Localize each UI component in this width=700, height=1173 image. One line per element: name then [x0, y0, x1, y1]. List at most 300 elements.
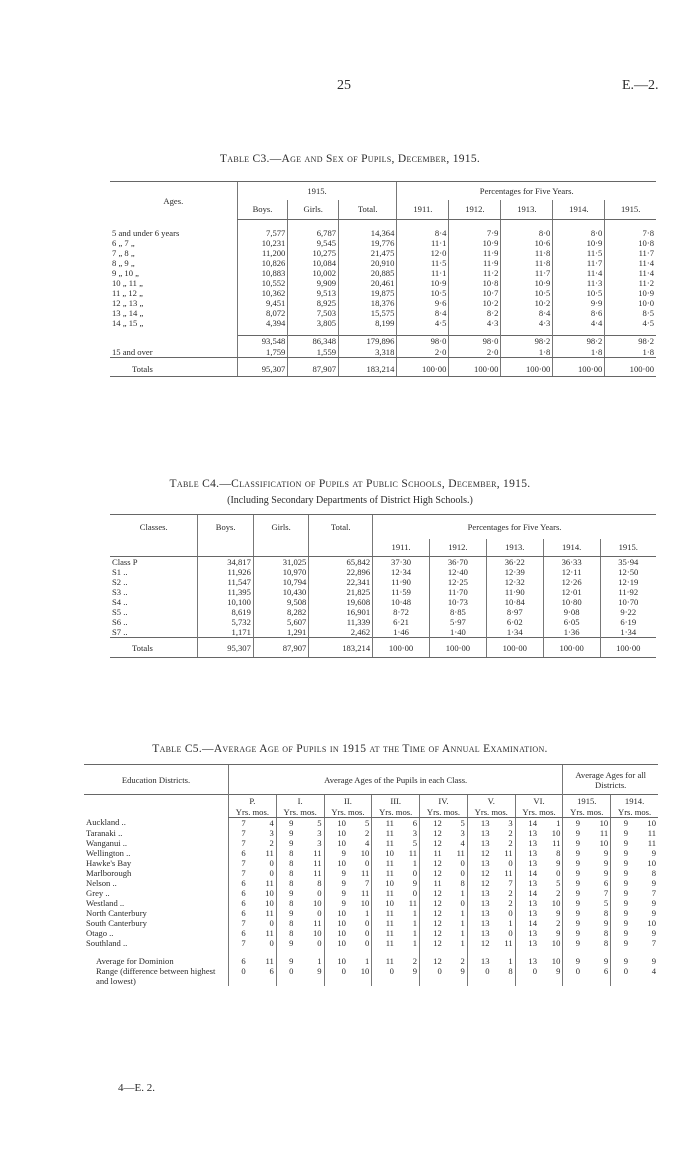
table-cell: 11,547 [198, 577, 253, 587]
table-row [110, 308, 656, 318]
table-cell: 11 [361, 867, 370, 878]
table-cell: 10·9 [605, 288, 656, 298]
table-cell: 10 [324, 918, 348, 928]
spacer-cell [372, 948, 396, 956]
table-cell: 37·30 [373, 557, 430, 568]
table-cell: 13 [467, 908, 491, 918]
table-cell: 2,462 [309, 627, 373, 638]
table-cell: 9 [603, 917, 609, 928]
table-cell: 14 [515, 918, 539, 928]
table-row [84, 848, 658, 858]
table-row [110, 567, 656, 577]
table-c4-title: Table C4.—Classification of Pupils at Public Schools, December, 1915. [169, 478, 531, 490]
table-cell: 9 [603, 857, 609, 868]
table-cell: 5 [603, 897, 609, 908]
table-cell: 12 [420, 908, 444, 918]
table-cell: 1 [412, 917, 418, 928]
row-label: Range (difference between highest and lowest) [96, 965, 216, 986]
table-cell: 11 [647, 827, 656, 838]
table-cell: 1 [460, 937, 465, 948]
table-cell: 1·8 [501, 347, 553, 358]
table-cell: 12 [420, 928, 444, 938]
table-cell: 95,307 [237, 363, 288, 377]
table-cell: 2 [556, 917, 561, 928]
table-cell: 10·80 [543, 597, 600, 607]
table-cell: 1 [412, 857, 418, 868]
table-cell: 8·85 [429, 607, 486, 617]
table-cell: 11·2 [605, 278, 656, 288]
table-cell: 15,575 [339, 308, 397, 318]
table-c4-subtitle: (Including Secondary Departments of District High Schools.) [227, 495, 473, 506]
table-cell: 7 [229, 817, 248, 828]
table-cell: 3,318 [339, 347, 397, 358]
table-cell: 9 [276, 888, 295, 898]
table-cell: 2 [412, 955, 418, 966]
spacer-cell [198, 539, 253, 557]
table-cell: 12·50 [600, 567, 656, 577]
table-cell: 12 [467, 868, 491, 878]
table-cell: 13 [515, 928, 539, 938]
table-cell: 19,608 [309, 597, 373, 607]
table-cell: 11·7 [501, 268, 553, 278]
table-cell: 2·0 [449, 347, 501, 358]
table-cell: 2 [508, 897, 513, 908]
row-label: S5 .. [112, 607, 128, 617]
table-cell: 11 [372, 956, 396, 966]
table-cell: 8·72 [373, 607, 430, 617]
table-cell: 183,214 [339, 363, 397, 377]
spacer-cell [605, 220, 656, 228]
table-row [110, 298, 656, 308]
table-cell: 9 [651, 897, 656, 908]
table-cell: 2 [508, 887, 513, 898]
table-row [110, 288, 656, 298]
table-row [110, 182, 656, 200]
table-cell: 9 [563, 888, 582, 898]
unit-header: Yrs. mos. [229, 807, 277, 818]
table-cell: 10 [360, 897, 370, 908]
table-cell: 10,084 [288, 258, 339, 268]
row-label: 14 „ 15 „ [112, 317, 144, 328]
table-cell: 6 [229, 848, 248, 858]
table-cell: 12 [420, 838, 444, 848]
table-cell: 0 [365, 937, 370, 948]
table-cell: 11 [313, 917, 322, 928]
table-cell: 9 [611, 938, 630, 948]
table-cell: 11·59 [373, 587, 430, 597]
spacer-cell [253, 539, 308, 557]
table-cell: 100·00 [605, 363, 656, 377]
table-cell: 2·0 [397, 347, 449, 358]
table-cell: 0 [317, 887, 322, 898]
table-cell: 10 [324, 838, 348, 848]
table-cell: 11,339 [309, 617, 373, 627]
table-cell: 13 [515, 898, 539, 908]
table-cell: 9 [651, 877, 656, 888]
subtotal-cell: 98·0 [397, 336, 449, 347]
table-cell: 10·84 [486, 597, 543, 607]
year-header: 1915. [237, 182, 397, 200]
table-cell: 11·4 [605, 258, 656, 268]
spacer-cell [539, 948, 563, 956]
table-cell: 0 [420, 966, 444, 986]
page-reference: E.—2. [622, 78, 659, 93]
table-cell: 9 [611, 828, 630, 838]
table-cell: 9·6 [397, 298, 449, 308]
table-cell: 1 [365, 955, 370, 966]
spacer-cell [339, 220, 397, 228]
table-cell: 10·2 [449, 298, 501, 308]
table-row [110, 515, 656, 539]
table-row [84, 888, 658, 898]
table-cell: 9 [412, 877, 418, 888]
spacer-cell [309, 539, 373, 557]
table-cell: 31,025 [253, 557, 308, 568]
table-cell: 12 [420, 817, 444, 828]
spacer-cell [229, 948, 248, 956]
column-header: Total. [309, 515, 373, 539]
table-cell: 4·5 [605, 318, 656, 328]
spacer-cell [582, 948, 611, 956]
table-cell: 10·7 [449, 288, 501, 298]
table-row [110, 627, 656, 638]
table-cell: 0 [269, 937, 274, 948]
table-row [84, 966, 658, 986]
table-cell: 0 [460, 867, 465, 878]
column-header: 1911. [373, 539, 430, 557]
table-cell: 0 [372, 966, 396, 986]
table-cell: 10,430 [253, 587, 308, 597]
table-cell: 11 [372, 858, 396, 868]
spacer-cell [492, 948, 516, 956]
table-cell: 10·48 [373, 597, 430, 607]
table-cell: 4·4 [553, 318, 605, 328]
table-cell: 11·90 [486, 587, 543, 597]
table-cell: 5 [317, 817, 322, 828]
table-row [110, 238, 656, 248]
subtotal-cell: 98·2 [553, 336, 605, 347]
table-cell: 9 [611, 848, 630, 858]
table-cell: 10,100 [198, 597, 253, 607]
table-cell: 8 [317, 877, 322, 888]
table-cell: 8 [276, 918, 295, 928]
table-cell: 10 [312, 897, 322, 908]
table-cell: 0 [508, 927, 513, 938]
table-cell: 10,275 [288, 248, 339, 258]
row-label: Wanganui .. [86, 837, 128, 848]
table-cell: 8·5 [605, 308, 656, 318]
spacer-cell [110, 328, 237, 336]
table-cell: 11 [265, 927, 274, 938]
row-label: Totals [110, 363, 237, 377]
table-cell: 9 [276, 828, 295, 838]
table-cell: 0 [229, 966, 248, 986]
table-cell: 13 [467, 888, 491, 898]
spacer-cell [501, 328, 553, 336]
spacer-cell [288, 220, 339, 228]
spacer-cell [420, 948, 444, 956]
table-cell: 7 [603, 887, 609, 898]
subtotal-cell: 98·2 [605, 336, 656, 347]
table-cell: 12 [467, 848, 491, 858]
table-cell: 11·70 [429, 587, 486, 597]
row-label: Hawke's Bay [86, 857, 132, 868]
table-cell: 10 [647, 857, 656, 868]
table-cell: 19,875 [339, 288, 397, 298]
table-cell: 8 [603, 937, 609, 948]
table-cell: 8 [603, 907, 609, 918]
column-header: 1911. [397, 200, 449, 220]
table-cell: 1 [412, 907, 418, 918]
table-cell: 1 [365, 907, 370, 918]
table-cell: 9 [611, 878, 630, 888]
row-label: Auckland .. [86, 817, 126, 828]
spacer-cell [611, 948, 630, 956]
table-cell: 0 [269, 867, 274, 878]
table-cell: 1·34 [600, 627, 656, 638]
row-label: Class P [112, 557, 138, 567]
table-cell: 20,910 [339, 258, 397, 268]
table-cell: 12·25 [429, 577, 486, 587]
table-cell: 9 [324, 878, 348, 888]
table-cell: 10,883 [237, 268, 288, 278]
table-c5 [84, 764, 658, 986]
row-label: North Canterbury [86, 907, 147, 918]
table-cell: 100·00 [429, 638, 486, 658]
table-cell: 11,395 [198, 587, 253, 597]
column-header: 1912. [429, 539, 486, 557]
table-cell: 0 [515, 966, 539, 986]
row-label: 12 „ 13 „ [112, 297, 144, 308]
table-cell: 8·0 [553, 228, 605, 238]
class-header: P. [229, 795, 277, 807]
class-header: 1915. [563, 795, 611, 807]
table-cell: 10 [324, 908, 348, 918]
table-cell: 7,577 [237, 228, 288, 238]
table-cell: 6 [229, 898, 248, 908]
column-header: 1913. [486, 539, 543, 557]
table-cell: 10 [324, 858, 348, 868]
row-label: Westland .. [86, 897, 125, 908]
table-c3 [110, 181, 656, 377]
table-cell: 9 [317, 965, 322, 976]
table-cell: 1·34 [486, 627, 543, 638]
table-cell: 9 [611, 838, 630, 848]
table-cell: 4 [365, 837, 370, 848]
unit-header: Yrs. mos. [515, 807, 563, 818]
table-cell: 7 [365, 877, 370, 888]
table-cell: 12 [420, 828, 444, 838]
table-cell: 10 [647, 817, 656, 828]
table-cell: 8 [276, 878, 295, 888]
table-cell: 9 [611, 928, 630, 938]
row-label: 6 „ 7 „ [112, 237, 135, 248]
table-cell: 10·73 [429, 597, 486, 607]
table-cell: 9 [324, 868, 348, 878]
table-row [110, 278, 656, 288]
table-cell: 12·19 [600, 577, 656, 587]
unit-header: Yrs. mos. [324, 807, 372, 818]
table-cell: 13 [467, 956, 491, 966]
table-cell: 9 [611, 817, 630, 828]
table-cell: 20,461 [339, 278, 397, 288]
table-cell: 9 [276, 938, 295, 948]
table-row [110, 336, 656, 347]
table-cell: 4·5 [397, 318, 449, 328]
column-header: Girls. [288, 200, 339, 220]
table-cell: 36·70 [429, 557, 486, 568]
table-cell: 11 [372, 938, 396, 948]
table-row [84, 938, 658, 948]
row-label: S6 .. [112, 617, 128, 627]
table-cell: 11 [599, 827, 609, 838]
table-cell: 9 [563, 848, 582, 858]
table-cell: 2 [508, 837, 513, 848]
table-cell: 10 [551, 827, 561, 838]
table-cell: 10 [647, 917, 656, 928]
table-cell: 11 [372, 817, 396, 828]
table-cell: 9 [611, 888, 630, 898]
table-cell: 10 [324, 817, 348, 828]
table-cell: 13 [467, 928, 491, 938]
table-cell: 11 [313, 867, 322, 878]
table-cell: 10·70 [600, 597, 656, 607]
table-row [110, 587, 656, 597]
table-cell: 12 [420, 956, 444, 966]
table-row [84, 817, 658, 828]
table-cell: 13 [515, 956, 539, 966]
column-header: Girls. [253, 515, 308, 539]
table-cell: 0 [317, 907, 322, 918]
row-label: 7 „ 8 „ [112, 247, 135, 258]
table-cell: 10,231 [237, 238, 288, 248]
table-cell: 100·00 [501, 363, 553, 377]
table-cell: 1·8 [605, 347, 656, 358]
table-cell: 8·4 [397, 228, 449, 238]
table-cell: 8 [651, 867, 656, 878]
table-cell: 10 [324, 938, 348, 948]
table-cell: 6·02 [486, 617, 543, 627]
table-cell: 12·0 [397, 248, 449, 258]
table-cell: 13 [467, 918, 491, 928]
table-cell: 12 [420, 888, 444, 898]
table-cell: 4 [460, 837, 465, 848]
spacer-cell [84, 948, 229, 956]
table-cell: 7,503 [288, 308, 339, 318]
table-row [84, 878, 658, 888]
table-c5-title: Table C5.—Average Age of Pupils in 1915 at the Time of Annual Examination. [152, 743, 548, 755]
table-cell: 0 [276, 966, 295, 986]
table-cell: 6 [229, 878, 248, 888]
table-cell: 6·05 [543, 617, 600, 627]
table-cell: 100·00 [543, 638, 600, 658]
table-cell: 8·4 [501, 308, 553, 318]
table-cell: 10,794 [253, 577, 308, 587]
table-cell: 3 [317, 837, 322, 848]
table-cell: 10 [265, 887, 274, 898]
table-row [84, 918, 658, 928]
table-cell: 9,545 [288, 238, 339, 248]
table-row [110, 347, 656, 358]
table-cell: 11 [420, 848, 444, 858]
table-row [84, 795, 658, 807]
table-cell: 10 [551, 955, 561, 966]
table-cell: 1 [556, 817, 561, 828]
unit-header: Yrs. mos. [420, 807, 468, 818]
table-cell: 22,896 [309, 567, 373, 577]
table-cell: 11·4 [553, 268, 605, 278]
table-row [84, 765, 658, 795]
table-cell: 11·9 [449, 248, 501, 258]
table-row [110, 607, 656, 617]
table-cell: 5·97 [429, 617, 486, 627]
table-row [110, 363, 656, 377]
table-cell: 7 [508, 877, 513, 888]
table-cell: 0 [269, 857, 274, 868]
table-cell: 9 [412, 965, 418, 976]
table-cell: 11·1 [397, 268, 449, 278]
table-cell: 8,072 [237, 308, 288, 318]
table-cell: 8 [460, 877, 465, 888]
table-row [84, 828, 658, 838]
subtotal-cell: 86,348 [288, 336, 339, 347]
table-row [110, 328, 656, 336]
table-cell: 14,364 [339, 228, 397, 238]
row-label: S1 .. [112, 567, 128, 577]
table-cell: 100·00 [449, 363, 501, 377]
row-label: 10 „ 11 „ [112, 277, 143, 288]
table-cell: 10 [372, 848, 396, 858]
table-cell: 11 [372, 928, 396, 938]
spacer-cell [397, 220, 449, 228]
table-cell: 12·26 [543, 577, 600, 587]
table-cell: 0 [508, 857, 513, 868]
table-cell: 11 [504, 847, 513, 858]
table-cell: 11 [372, 828, 396, 838]
table-cell: 9 [563, 898, 582, 908]
table-cell: 6 [603, 965, 609, 976]
table-cell: 1 [508, 917, 513, 928]
table-cell: 11 [265, 877, 274, 888]
table-cell: 12·40 [429, 567, 486, 577]
percentages-header: Percentages for Five Years. [373, 515, 656, 539]
table-cell: 10 [372, 878, 396, 888]
table-cell: 0 [563, 966, 582, 986]
table-cell: 11·7 [605, 248, 656, 258]
table-cell: 8 [276, 858, 295, 868]
table-row [84, 898, 658, 908]
table-cell: 0 [467, 966, 491, 986]
table-cell: 7 [229, 828, 248, 838]
table-cell: 100·00 [486, 638, 543, 658]
classes-header: Classes. [110, 515, 198, 539]
table-cell: 9 [324, 898, 348, 908]
table-cell: 21,825 [309, 587, 373, 597]
table-cell: 11 [265, 907, 274, 918]
subtotal-cell: 93,548 [237, 336, 288, 347]
spacer-cell [396, 948, 420, 956]
table-row [110, 258, 656, 268]
table-cell: 9 [556, 965, 561, 976]
table-cell: 11·2 [449, 268, 501, 278]
table-cell: 10·2 [501, 298, 553, 308]
unit-header: Yrs. mos. [563, 807, 611, 818]
row-label: 8 „ 9 „ [112, 257, 135, 268]
table-cell: 19,776 [339, 238, 397, 248]
column-header: 1915. [605, 200, 656, 220]
unit-header: Yrs. mos. [467, 807, 515, 818]
table-cell: 10,002 [288, 268, 339, 278]
